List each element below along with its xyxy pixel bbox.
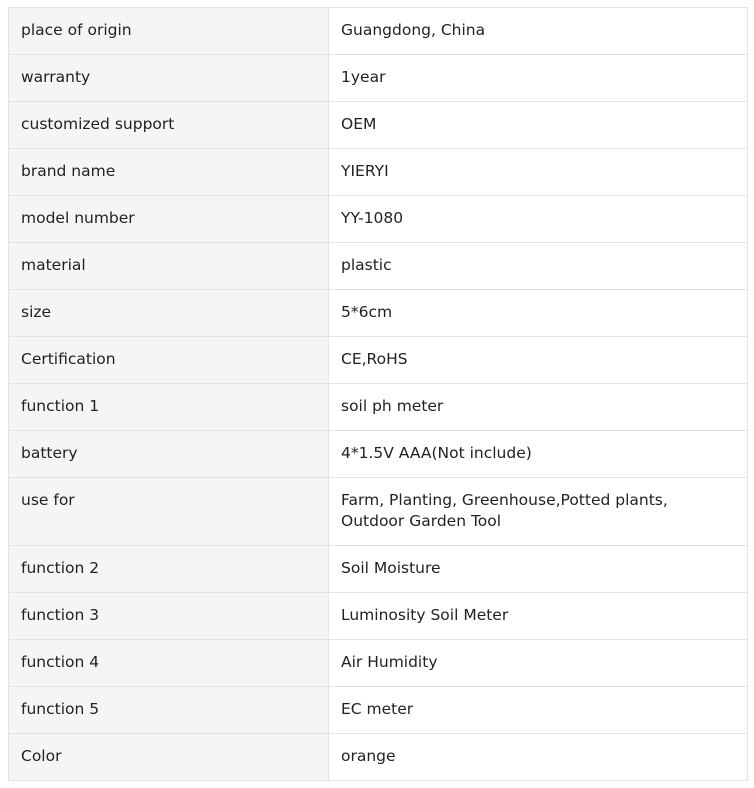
- spec-value: soil ph meter: [329, 384, 748, 431]
- spec-label: battery: [9, 431, 329, 478]
- spec-value: Luminosity Soil Meter: [329, 593, 748, 640]
- spec-label: use for: [9, 478, 329, 546]
- spec-label: brand name: [9, 149, 329, 196]
- spec-label: model number: [9, 196, 329, 243]
- spec-value: CE,RoHS: [329, 337, 748, 384]
- spec-label: function 1: [9, 384, 329, 431]
- spec-row-function-3: [9, 593, 748, 640]
- spec-row-warranty: [9, 55, 748, 102]
- spec-value: 1year: [329, 55, 748, 102]
- spec-value: YIERYI: [329, 149, 748, 196]
- spec-row-customized-support: [9, 102, 748, 149]
- spec-label: Color: [9, 734, 329, 781]
- spec-label: function 4: [9, 640, 329, 687]
- spec-label: size: [9, 290, 329, 337]
- spec-value: 5*6cm: [329, 290, 748, 337]
- spec-row-color: [9, 734, 748, 781]
- spec-value: Soil Moisture: [329, 546, 748, 593]
- spec-label: function 2: [9, 546, 329, 593]
- spec-value: orange: [329, 734, 748, 781]
- spec-value: Guangdong, China: [329, 8, 748, 55]
- spec-row-use-for: [9, 478, 748, 546]
- spec-row-model-number: [9, 196, 748, 243]
- spec-row-function-1: [9, 384, 748, 431]
- spec-value: OEM: [329, 102, 748, 149]
- spec-row-brand-name: [9, 149, 748, 196]
- spec-value: 4*1.5V AAA(Not include): [329, 431, 748, 478]
- spec-value: Air Humidity: [329, 640, 748, 687]
- spec-row-place-of-origin: [9, 8, 748, 55]
- spec-label: function 5: [9, 687, 329, 734]
- spec-row-battery: [9, 431, 748, 478]
- specification-table: [8, 7, 748, 781]
- spec-row-function-5: [9, 687, 748, 734]
- spec-value: EC meter: [329, 687, 748, 734]
- spec-value: Farm, Planting, Greenhouse,Potted plants, Outdoor Garden Tool: [329, 478, 748, 546]
- spec-label: Certification: [9, 337, 329, 384]
- spec-row-function-2: [9, 546, 748, 593]
- spec-row-certification: [9, 337, 748, 384]
- spec-label: material: [9, 243, 329, 290]
- spec-label: function 3: [9, 593, 329, 640]
- spec-label: warranty: [9, 55, 329, 102]
- spec-value: YY-1080: [329, 196, 748, 243]
- spec-label: customized support: [9, 102, 329, 149]
- spec-row-size: [9, 290, 748, 337]
- spec-value: plastic: [329, 243, 748, 290]
- spec-label: place of origin: [9, 8, 329, 55]
- spec-row-material: [9, 243, 748, 290]
- spec-row-function-4: [9, 640, 748, 687]
